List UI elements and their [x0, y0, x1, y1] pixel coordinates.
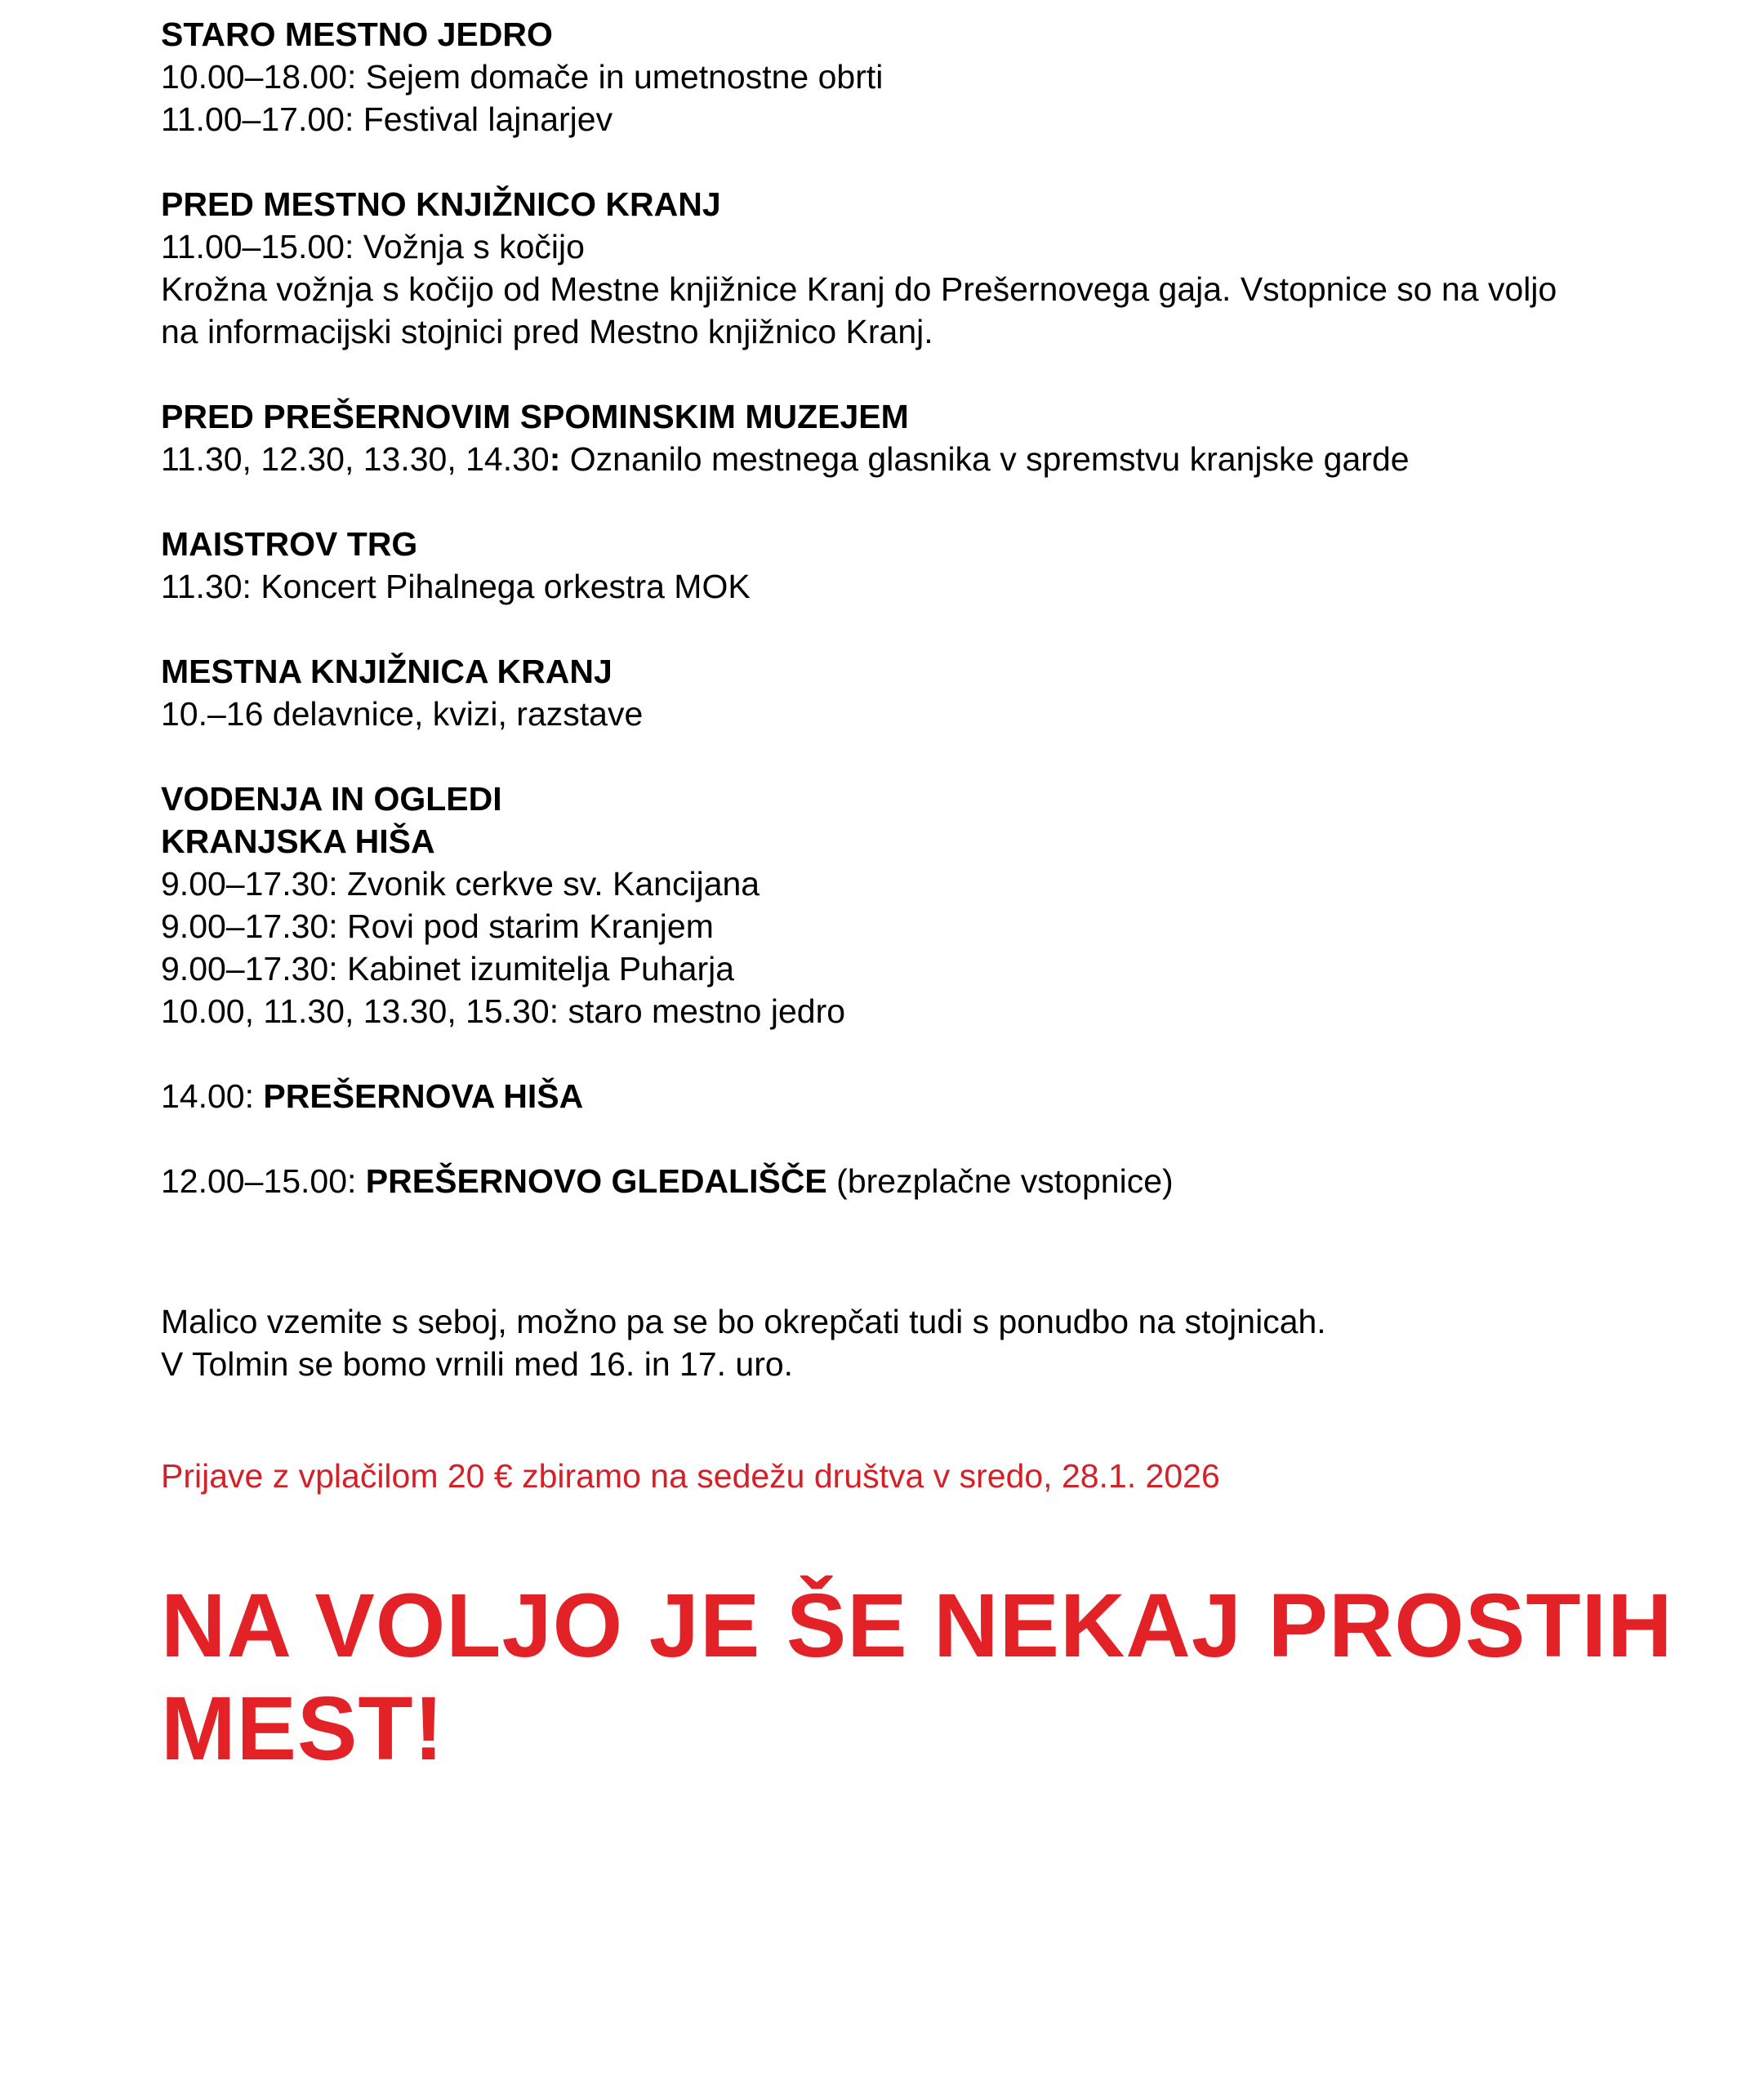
text-segment: MAISTROV TRG	[161, 525, 418, 563]
section-pred-mestno-knjiznico-kranj-line-3	[161, 268, 1666, 310]
section-vodenja-in-ogledi-line-5	[161, 947, 1666, 990]
text-segment: Krožna vožnja s kočijo od Mestne knjižnice Kranj do Prešernovega gaja. Vstopnice so na voljo	[161, 270, 1557, 308]
text-segment: 10.00–18.00: Sejem domače in umetnostne obrti	[161, 58, 884, 96]
section-pred-presernovim-spominskim-muzejem	[161, 395, 1666, 480]
text-segment: 9.00–17.30: Zvonik cerkve sv. Kancijana	[161, 865, 760, 903]
text-segment: 11.00–15.00: Vožnja s kočijo	[161, 228, 585, 265]
paragraph-malica-info-line-1	[161, 1300, 1666, 1343]
section-pred-presernovim-spominskim-muzejem-line-2	[161, 438, 1666, 480]
text-segment: 12.00–15.00:	[161, 1162, 366, 1200]
section-vodenja-in-ogledi-line-3	[161, 863, 1666, 905]
text-segment: MEST!	[161, 1679, 445, 1779]
section-vodenja-in-ogledi-line-4	[161, 905, 1666, 947]
section-pred-mestno-knjiznico-kranj-line-2	[161, 225, 1666, 268]
text-segment: (brezplačne vstopnice)	[826, 1162, 1174, 1200]
section-vodenja-in-ogledi	[161, 778, 1666, 1032]
text-segment: PRED MESTNO KNJIŽNICO KRANJ	[161, 185, 721, 223]
section-pred-presernovim-spominskim-muzejem-line-1	[161, 395, 1666, 438]
text-segment: PREŠERNOVA HIŠA	[263, 1077, 584, 1115]
section-maistrov-trg-line-2	[161, 565, 1666, 608]
section-mestna-knjiznica-kranj-line-2	[161, 693, 1666, 735]
text-segment: Prijave z vplačilom 20 € zbiramo na sedežu društva v sredo, 28.1. 2026	[161, 1457, 1220, 1495]
text-segment: VODENJA IN OGLEDI	[161, 780, 502, 818]
section-staro-mestno-jedro	[161, 13, 1666, 140]
text-segment: PRED PREŠERNOVIM SPOMINSKIM MUZEJEM	[161, 398, 909, 435]
text-segment: na informacijski stojnici pred Mestno knjižnico Kranj.	[161, 313, 933, 350]
section-staro-mestno-jedro-line-2	[161, 56, 1666, 98]
banner-prosta-mesta	[161, 1575, 1673, 1781]
section-presernova-hisa	[161, 1075, 1666, 1117]
text-segment: Malico vzemite s seboj, možno pa se bo okrepčati tudi s ponudbo na stojnicah.	[161, 1303, 1326, 1340]
section-mestna-knjiznica-kranj	[161, 650, 1666, 735]
text-segment: KRANJSKA HIŠA	[161, 823, 435, 860]
text-segment: 9.00–17.30: Rovi pod starim Kranjem	[161, 907, 714, 945]
text-segment: MESTNA KNJIŽNICA KRANJ	[161, 653, 612, 690]
section-presernovo-gledalisce-line-1	[161, 1160, 1666, 1202]
section-maistrov-trg	[161, 523, 1666, 608]
section-presernova-hisa-line-1	[161, 1075, 1666, 1117]
text-segment: 11.30: Koncert Pihalnega orkestra MOK	[161, 568, 751, 605]
banner-prosta-mesta-line-1	[161, 1575, 1673, 1678]
paragraph-malica-info	[161, 1300, 1666, 1385]
text-segment: NA VOLJO JE ŠE NEKAJ PROSTIH	[161, 1576, 1673, 1676]
text-segment: 14.00:	[161, 1077, 264, 1115]
text-segment: 10.–16 delavnice, kvizi, razstave	[161, 695, 644, 733]
text-segment: 11.00–17.00: Festival lajnarjev	[161, 100, 613, 138]
text-segment: STARO MESTNO JEDRO	[161, 16, 553, 53]
notice-prijave-line-1	[161, 1455, 1666, 1497]
text-segment: V Tolmin se bomo vrnili med 16. in 17. uro.	[161, 1345, 794, 1383]
section-mestna-knjiznica-kranj-line-1	[161, 650, 1666, 693]
section-vodenja-in-ogledi-line-6	[161, 990, 1666, 1032]
text-segment: Oznanilo mestnega glasnika v spremstvu kranjske garde	[560, 440, 1410, 478]
section-vodenja-in-ogledi-line-1	[161, 778, 1666, 820]
text-segment: 10.00, 11.30, 13.30, 15.30: staro mestno jedro	[161, 992, 846, 1030]
section-pred-mestno-knjiznico-kranj-line-4	[161, 310, 1666, 353]
text-segment: 11.30, 12.30, 13.30, 14.30	[161, 440, 550, 478]
section-presernovo-gledalisce	[161, 1160, 1666, 1202]
section-pred-mestno-knjiznico-kranj	[161, 183, 1666, 353]
section-staro-mestno-jedro-line-3	[161, 98, 1666, 140]
notice-prijave	[161, 1455, 1666, 1497]
banner-prosta-mesta-line-2	[161, 1678, 1666, 1781]
section-vodenja-in-ogledi-line-2	[161, 820, 1666, 863]
section-staro-mestno-jedro-line-1	[161, 13, 1666, 56]
text-segment: :	[549, 440, 561, 478]
section-maistrov-trg-line-1	[161, 523, 1666, 565]
paragraph-malica-info-line-2	[161, 1343, 1666, 1385]
text-segment: PREŠERNOVO GLEDALIŠČE	[365, 1162, 827, 1200]
section-pred-mestno-knjiznico-kranj-line-1	[161, 183, 1666, 225]
text-segment: 9.00–17.30: Kabinet izumitelja Puharja	[161, 950, 735, 988]
